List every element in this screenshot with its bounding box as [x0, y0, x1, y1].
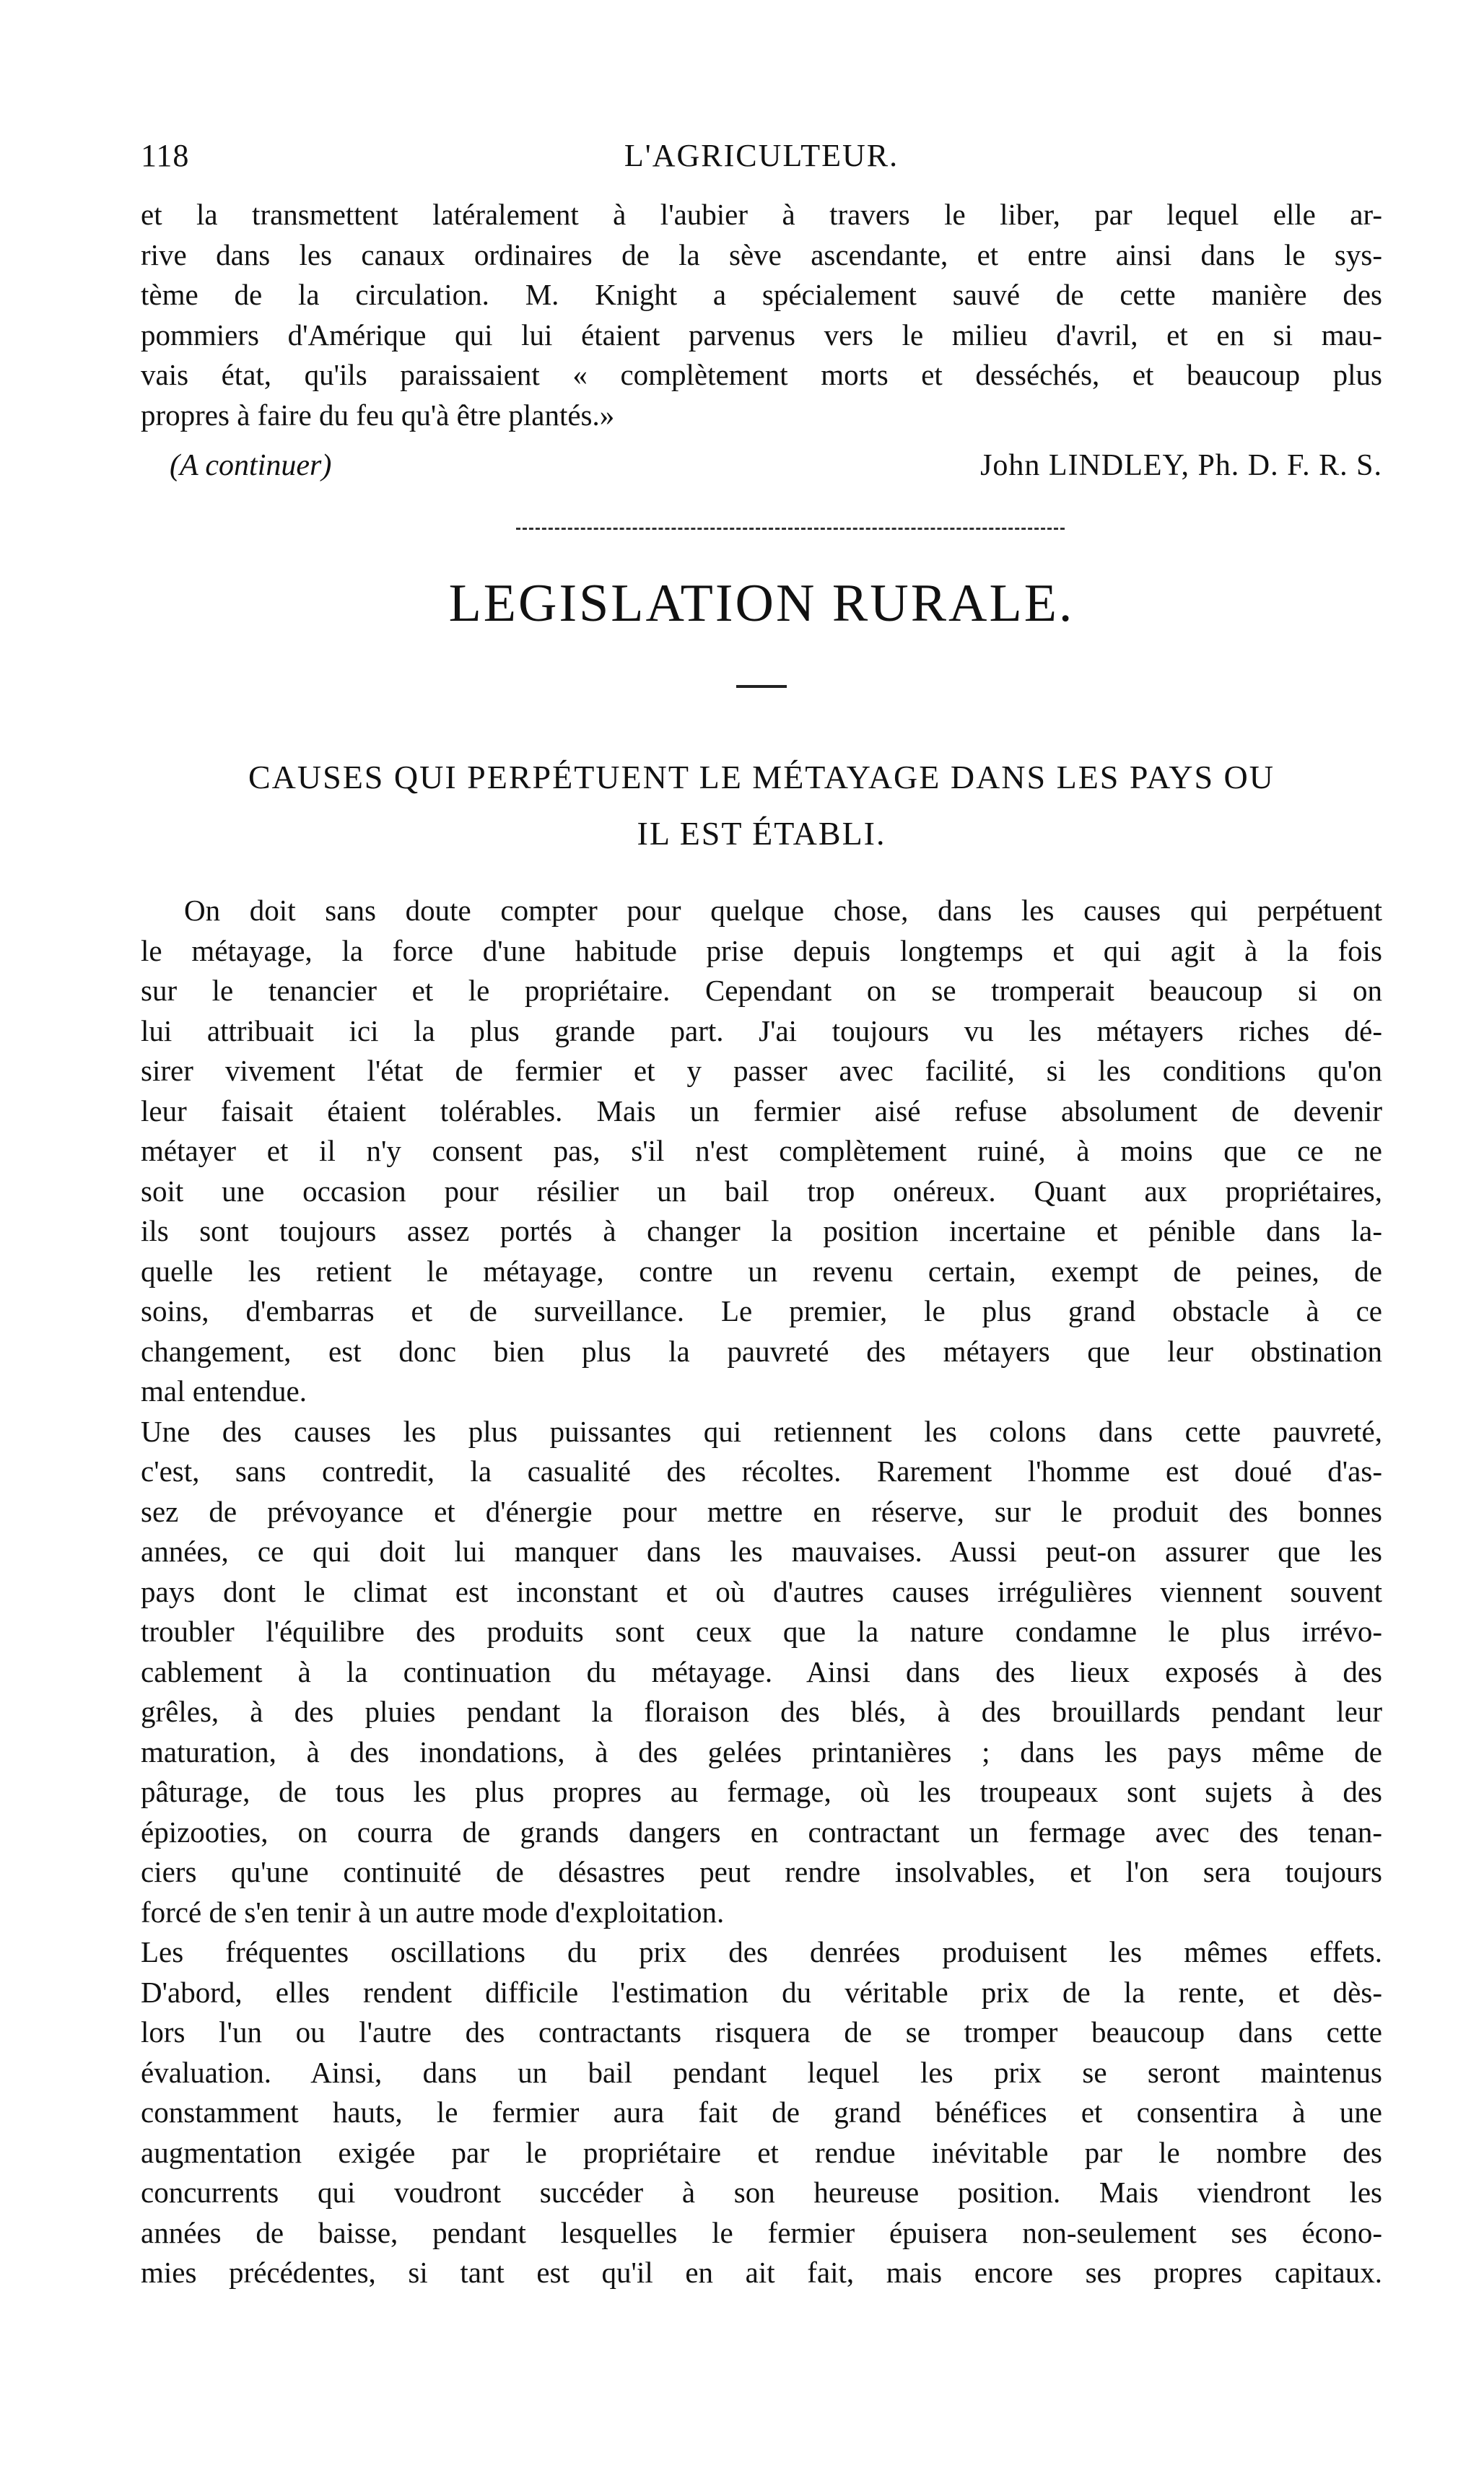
- text-line: mal entendue.: [141, 1374, 307, 1408]
- heading-line: IL EST ÉTABLI.: [637, 815, 886, 852]
- text-line: soit une occasion pour résilier un bail trop onéreux. Quant aux propriétaires,: [141, 1174, 1382, 1208]
- text-line: cablement à la continuation du métayage. Ainsi dans des lieux exposés à des: [141, 1654, 1382, 1688]
- author-signature: John LINDLEY, Ph. D. F. R. S.: [980, 449, 1382, 482]
- text-line: tème de la circulation. M. Knight a spécialement sauvé de cette manière des: [141, 278, 1382, 311]
- text-line: propres à faire du feu qu'à être plantés.»: [141, 398, 615, 432]
- text-line: quelle les retient le métayage, contre un revenu certain, exempt de peines, de: [141, 1254, 1382, 1288]
- text-line: leur faisait étaient tolérables. Mais un fermier aisé refuse absolument de devenir: [141, 1094, 1382, 1128]
- text-line: ciers qu'une continuité de désastres peut rendre insolvables, et l'on sera toujours: [141, 1855, 1382, 1888]
- text-line: troubler l'équilibre des produits sont ceux que la nature condamne le plus irrévo-: [141, 1615, 1382, 1648]
- text-line: épizooties, on courra de grands dangers en contractant un fermage avec des tenan-: [141, 1815, 1382, 1849]
- page-number: 118: [141, 138, 190, 173]
- section-separator: [516, 528, 1065, 530]
- document-page: [141, 137, 1382, 2293]
- to-be-continued-note: (A continuer): [170, 449, 332, 482]
- text-line: c'est, sans contredit, la casualité des récoltes. Rarement l'homme est doué d'as-: [141, 1454, 1382, 1488]
- text-line: lui attribuait ici la plus grande part. J'ai toujours vu les métayers riches dé-: [141, 1013, 1382, 1047]
- journal-title: L'AGRICULTEUR.: [624, 138, 899, 173]
- section-title: LEGISLATION RURALE.: [448, 574, 1075, 633]
- signature-row: [141, 448, 1382, 499]
- text-line: et la transmettent latéralement à l'aubier à travers le liber, par lequel elle ar-: [141, 198, 1382, 231]
- text-line: changement, est donc bien plus la pauvreté des métayers que leur obstination: [141, 1334, 1382, 1368]
- text-line: pâturage, de tous les plus propres au fermage, où les troupeaux sont sujets à des: [141, 1775, 1382, 1808]
- running-head: [141, 137, 1382, 195]
- paragraph-1: [141, 891, 1382, 1412]
- text-line: forcé de s'en tenir à un autre mode d'exploitation.: [141, 1895, 725, 1929]
- text-line: D'abord, elles rendent difficile l'estimation du véritable prix de la rente, et dès-: [141, 1975, 1382, 2009]
- text-line: augmentation exigée par le propriétaire et rendue inévitable par le nombre des: [141, 2135, 1382, 2169]
- text-line: métayer et il n'y consent pas, s'il n'est complètement ruiné, à moins que ce ne: [141, 1134, 1382, 1167]
- text-line: sirer vivement l'état de fermier et y passer avec facilité, si les conditions qu'on: [141, 1054, 1382, 1087]
- paragraph-3: [141, 1932, 1382, 2293]
- text-line: Une des causes les plus puissantes qui retiennent les colons dans cette pauvreté,: [141, 1414, 1382, 1448]
- text-line: sez de prévoyance et d'énergie pour mettre en réserve, sur le produit des bonnes: [141, 1494, 1382, 1528]
- text-line: pays dont le climat est inconstant et où d'autres causes irrégulières viennent souvent: [141, 1574, 1382, 1608]
- text-line: concurrents qui voudront succéder à son heureuse position. Mais viendront les: [141, 2176, 1382, 2209]
- text-line: vais état, qu'ils paraissaient « complètement morts et desséchés, et beaucoup plus: [141, 358, 1382, 391]
- text-line: ils sont toujours assez portés à changer la position incertaine et pénible dans la-: [141, 1214, 1382, 1247]
- text-line: maturation, à des inondations, à des gelées printanières ; dans les pays même de: [141, 1735, 1382, 1768]
- title-rule: [736, 685, 787, 688]
- text-line: années, ce qui doit lui manquer dans les mauvaises. Aussi peut-on assurer que les: [141, 1535, 1382, 1568]
- paragraph-2: [141, 1412, 1382, 1933]
- text-line: pommiers d'Amérique qui lui étaient parvenus vers le milieu d'avril, et en si mau-: [141, 318, 1382, 352]
- text-line: grêles, à des pluies pendant la floraison des blés, à des brouillards pendant leur: [141, 1695, 1382, 1728]
- text-line: soins, d'embarras et de surveillance. Le premier, le plus grand obstacle à ce: [141, 1294, 1382, 1327]
- text-line: Les fréquentes oscillations du prix des denrées produisent les mêmes effets.: [141, 1935, 1382, 1968]
- text-line: évaluation. Ainsi, dans un bail pendant lequel les prix se seront maintenus: [141, 2055, 1382, 2089]
- text-line: constamment hauts, le fermier aura fait de grand bénéfices et consentira à une: [141, 2095, 1382, 2129]
- text-line: On doit sans doute compter pour quelque chose, dans les causes qui perpétuent: [184, 894, 1382, 927]
- article-heading: [141, 749, 1382, 862]
- text-line: lors l'un ou l'autre des contractants risquera de se tromper beaucoup dans cette: [141, 2015, 1382, 2049]
- text-line: mies précédentes, si tant est qu'il en ait fait, mais encore ses propres capitaux.: [141, 2256, 1382, 2289]
- heading-line: CAUSES QUI PERPÉTUENT LE MÉTAYAGE DANS LES PAYS OU: [248, 759, 1275, 795]
- text-line: sur le tenancier et le propriétaire. Cependant on se tromperait beaucoup si on: [141, 974, 1382, 1007]
- text-line: le métayage, la force d'une habitude prise depuis longtemps et qui agit à la fois: [141, 933, 1382, 967]
- text-line: rive dans les canaux ordinaires de la sève ascendante, et entre ainsi dans le sys-: [141, 237, 1382, 271]
- text-line: années de baisse, pendant lesquelles le fermier épuisera non-seulement ses écono-: [141, 2215, 1382, 2249]
- continued-article-text: [141, 195, 1382, 435]
